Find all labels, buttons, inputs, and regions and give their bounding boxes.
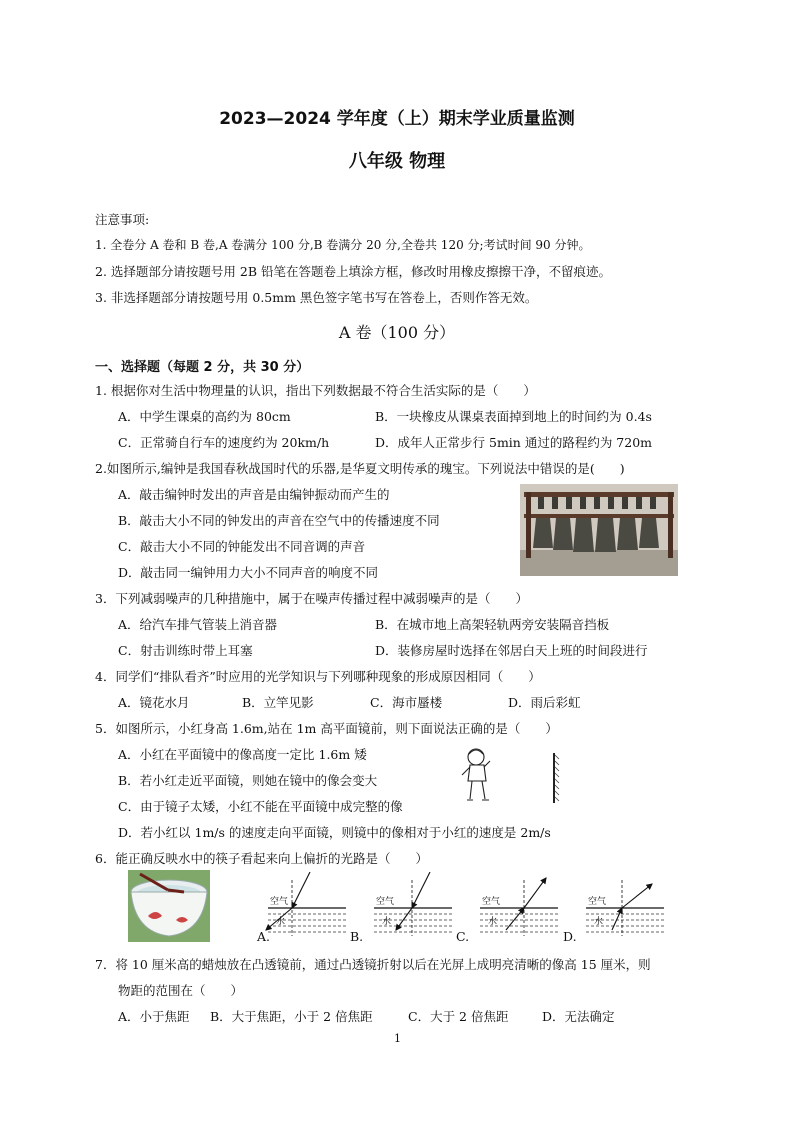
section-heading: 一、选择题（每题 2 分，共 30 分）: [95, 360, 310, 375]
exam-title: 2023—2024 学年度（上）期末学业质量监测: [219, 109, 575, 129]
bianzhong-bells-image: [520, 484, 678, 576]
notes-heading: 注意事项:: [95, 212, 150, 227]
question-6-option-b: B.: [350, 929, 364, 944]
question-3-stem: 3．下列减弱噪声的几种措施中，属于在噪声传播过程中减弱噪声的是（ ）: [95, 591, 528, 606]
water-label: 水: [488, 917, 498, 927]
question-5-option-a: A．小红在平面镜中的像高度一定比 1.6m 矮: [118, 747, 367, 762]
page-number: 1: [394, 1032, 401, 1045]
question-1-option-b: B．一块橡皮从课桌表面掉到地上的时间约为 0.4s: [375, 409, 652, 424]
question-3-option-c: C．射击训练时带上耳塞: [118, 643, 253, 658]
question-2-stem: 2.如图所示,编钟是我国春秋战国时代的乐器,是华夏文明传承的瑰宝。下列说法中错误的是( ): [95, 461, 625, 476]
water-label: 水: [276, 917, 286, 927]
question-7-option-d: D．无法确定: [542, 1009, 615, 1024]
question-4-option-a: A．镜花水月: [118, 695, 190, 710]
question-4-option-d: D．雨后彩虹: [508, 695, 581, 710]
question-1-stem: 1. 根据你对生活中物理量的认识，指出下列数据最不符合生活实际的是（ ）: [95, 383, 536, 398]
exam-subtitle: 八年级 物理: [348, 151, 446, 172]
question-4-stem: 4．同学们“排队看齐”时应用的光学知识与下列哪种现象的形成原因相同（ ）: [95, 669, 541, 684]
question-7-stem-line-2: 物距的范围在（ ）: [118, 983, 244, 998]
question-4-option-c: C．海市蜃楼: [370, 695, 443, 710]
refraction-diagram-d: [586, 880, 664, 936]
refraction-diagram-a: [266, 872, 346, 936]
question-1-option-d: D．成年人正常步行 5min 通过的路程约为 720m: [375, 435, 653, 450]
question-1-option-c: C．正常骑自行车的速度约为 20km/h: [118, 435, 330, 450]
question-7-option-c: C．大于 2 倍焦距: [408, 1009, 509, 1024]
air-label: 空气: [376, 897, 395, 907]
question-1-option-a: A．中学生课桌的高约为 80cm: [118, 409, 291, 424]
question-6-option-d: D.: [563, 929, 577, 944]
refraction-diagram-c: [480, 878, 558, 936]
chopsticks-in-bowl-image: [128, 870, 210, 942]
question-5-option-b: B．若小红走近平面镜，则她在镜中的像会变大: [118, 773, 378, 788]
question-2-option-a: A．敲击编钟时发出的声音是由编钟振动而产生的: [118, 487, 390, 502]
question-6-stem: 6．能正确反映水中的筷子看起来向上偏折的光路是（ ）: [95, 851, 428, 866]
question-2-option-d: D．敲击同一编钟用力大小不同声音的响度不同: [118, 565, 379, 580]
question-7-stem-line-1: 7．将 10 厘米高的蜡烛放在凸透镜前，通过凸透镜折射以后在光屏上成明亮清晰的像高 15 厘米，则: [95, 957, 651, 972]
note-item-1: 1. 全卷分 A 卷和 B 卷,A 卷满分 100 分,B 卷满分 20 分,全卷共 120 分;考试时间 90 分钟。: [95, 238, 591, 252]
air-label: 空气: [482, 897, 501, 907]
question-3-option-a: A．给汽车排气管装上消音器: [118, 617, 278, 632]
air-label: 空气: [588, 897, 607, 907]
question-2-option-b: B．敲击大小不同的钟发出的声音在空气中的传播速度不同: [118, 513, 440, 528]
question-6-option-a: A.: [257, 929, 271, 944]
note-item-3: 3. 非选择题部分请按题号用 0.5mm 黑色签字笔书写在答卷上，否则作答无效。: [95, 290, 538, 305]
water-label: 水: [594, 917, 604, 927]
refraction-diagram-b: [374, 872, 452, 936]
question-4-option-b: B．立竿见影: [242, 695, 314, 710]
water-label: 水: [382, 917, 392, 927]
air-label: 空气: [270, 897, 289, 907]
question-2-option-c: C．敲击大小不同的钟能发出不同音调的声音: [118, 539, 366, 554]
note-item-2: 2. 选择题部分请按题号用 2B 铅笔在答题卷上填涂方框，修改时用橡皮擦擦干净，不留痕迹。: [95, 264, 611, 279]
girl-and-mirror-figure: [456, 745, 576, 807]
question-7-option-a: A．小于焦距: [118, 1009, 190, 1024]
question-5-option-d: D．若小红以 1m/s 的速度走向平面镜，则镜中的像相对于小红的速度是 2m/s: [118, 825, 551, 840]
question-3-option-d: D．装修房屋时选择在邻居白天上班的时间段进行: [375, 643, 648, 658]
question-6-option-c: C.: [456, 929, 470, 944]
question-7-option-b: B．大于焦距，小于 2 倍焦距: [210, 1009, 373, 1024]
question-3-option-b: B．在城市地上高架轻轨两旁安装隔音挡板: [375, 617, 610, 632]
question-5-stem: 5．如图所示，小红身高 1.6m,站在 1m 高平面镜前，则下面说法正确的是（ ）: [95, 721, 558, 736]
volume-a-heading: A 卷（100 分）: [338, 323, 456, 342]
question-5-option-c: C．由于镜子太矮，小红不能在平面镜中成完整的像: [118, 799, 403, 814]
